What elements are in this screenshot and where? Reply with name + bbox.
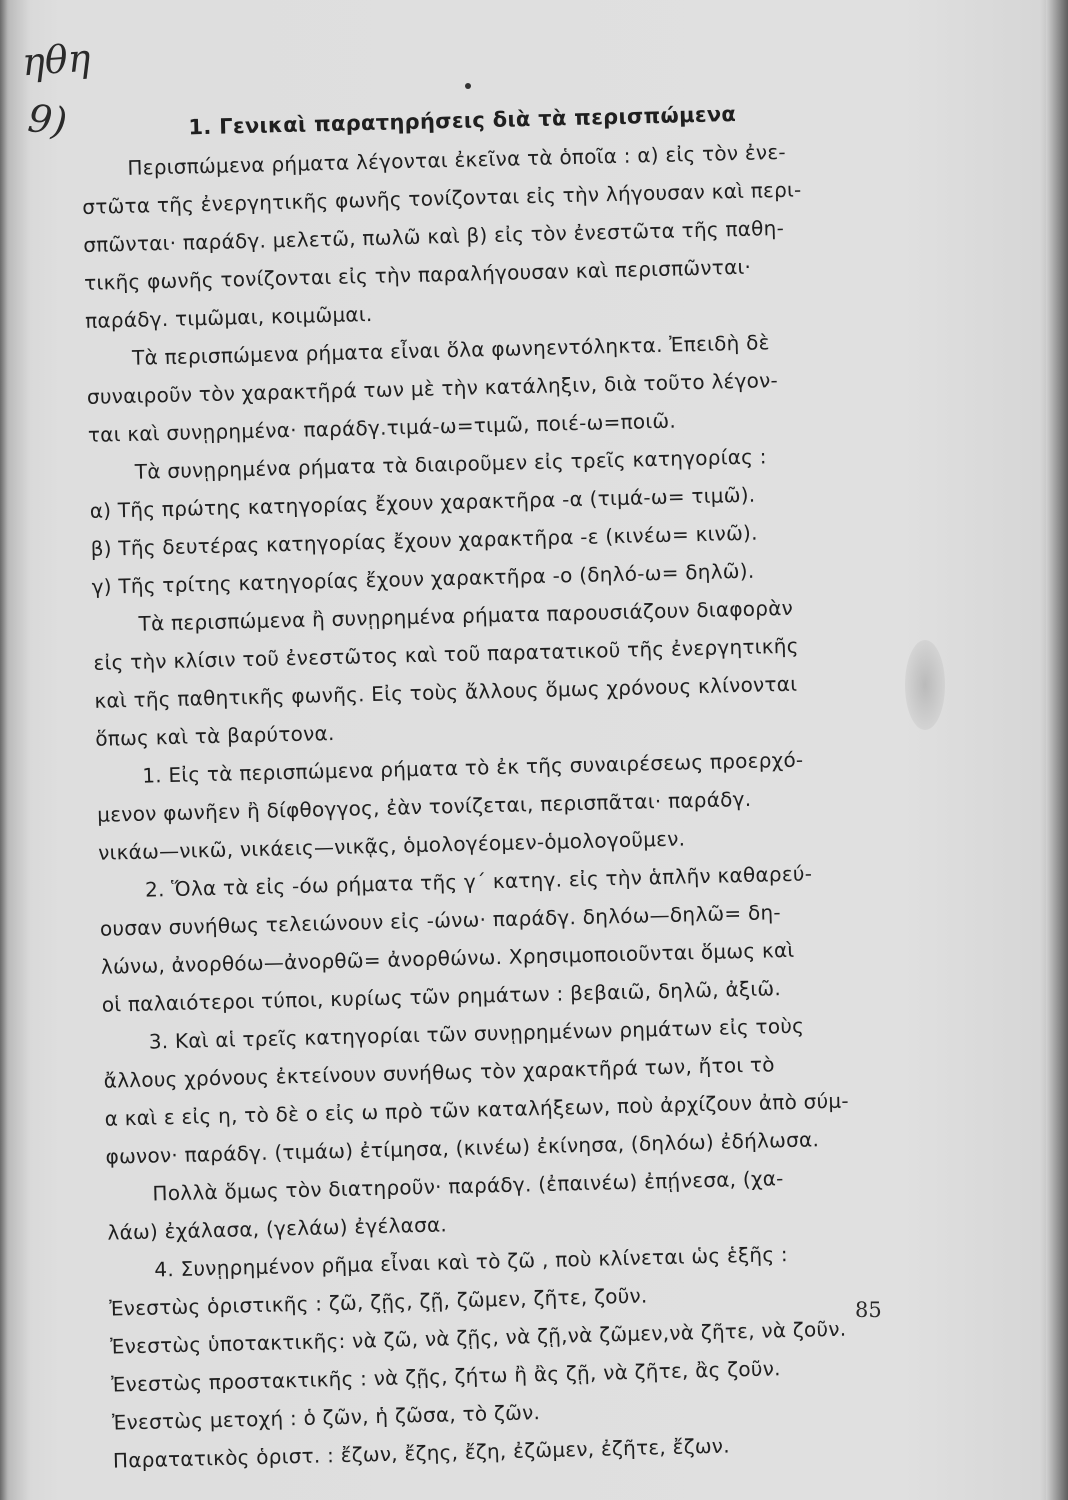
text-line: Ἐνεστὼς ὁριστικῆς : ζῶ, ζῇς, ζῇ, ζῶμεν, ζῆτε, ζοῦν. [109,1283,648,1321]
text-line: ὅπως καὶ τὰ βαρύτονα. [95,720,335,751]
text-line: εἰς τὴν κλίσιν τοῦ ἐνεστῶτος καὶ τοῦ παρατατικοῦ τῆς ἐνεργητικῆς [93,633,799,675]
text-line: 1. Εἰς τὰ περισπώμενα ρήματα τὸ ἐκ τῆς συναιρέσεως προερχό- [141,747,804,788]
text-line: καὶ τῆς παθητικῆς φωνῆς. Εἰς τοὺς ἄλλους ὅμως χρόνους κλίνονται [94,671,798,713]
stain [905,640,945,730]
text-line: 2. Ὅλα τὰ εἰς -όω ρήματα τῆς γ΄ κατηγ. εἰς τὴν ἁπλῆν καθαρεύ- [144,861,813,902]
text-line: λώνω, ἀνορθόω—ἀνορθῶ= ἀνορθώνω. Χρησιμοποιοῦνται ὅμως καὶ [100,937,795,979]
text-line: 4. Συνῃρημένον ρῆμα εἶναι καὶ τὸ ζῶ , ποὺ κλίνεται ὡς ἑξῆς : [154,1242,789,1282]
page-number: 85 [855,1298,882,1322]
text-line: παράδγ. τιμῶμαι, κοιμῶμαι. [84,301,373,333]
text-line: Πολλὰ ὅμως τὸν διατηροῦν· παράδγ. (ἐπαινέω) ἐπῄνεσα, (χα- [152,1166,784,1206]
text-line: α) Τῆς πρώτης κατηγορίας ἔχουν χαρακτῆρα -α (τιμά-ω= τιμῶ). [89,482,756,523]
text-line: στῶτα τῆς ἐνεργητικῆς φωνῆς τονίζονται εἰς τὴν λήγουσαν καὶ περι- [82,177,802,219]
text-line: τικῆς φωνῆς τονίζονται εἰς τὴν παραλήγουσαν καὶ περισπῶνται· [83,254,752,295]
text-line: νικάω—νικῶ, νικάεις—νικᾷς, ὁμολογέομεν-ὁμολογοῦμεν. [97,826,686,865]
text-line: συναιροῦν τὸν χαρακτῆρά των μὲ τὴν κατάληξιν, διὰ τοῦτο λέγον- [86,368,779,409]
text-line: φωνον· παράδγ. (τιμάω) ἐτίμησα, (κινέω) ἐκίνησα, (δηλόω) ἐδήλωσα. [105,1127,820,1169]
text-line: ἄλλους χρόνους ἐκτείνουν συνήθως τὸν χαρακτῆρά των, ἤτοι τὸ [103,1052,775,1093]
text-line: οἱ παλαιότεροι τύποι, κυρίως τῶν ρημάτων : βεβαιῶ, δηλῶ, ἀξιῶ. [101,976,782,1017]
page-edge [1046,0,1068,1500]
text-line: Ἐνεστὼς ὑποτακτικῆς: νὰ ζῶ, νὰ ζῇς, νὰ ζῇ,νὰ ζῶμεν,νὰ ζῆτε, νὰ ζοῦν. [109,1316,847,1359]
text-line: λάω) ἐχάλασα, (γελάω) ἐγέλασα. [107,1212,448,1245]
text-line: 3. Καὶ αἱ τρεῖς κατηγορίαι τῶν συνῃρημένων ρημάτων εἰς τοὺς [148,1013,805,1054]
text-line: Περισπώμενα ρήματα λέγονται ἐκεῖνα τὰ ὁποῖα : α) εἰς τὸν ἐνε- [127,139,787,180]
text-line: Ἐνεστὼς προστακτικῆς : νὰ ζῇς, ζήτω ἢ ἂς ζῇ, νὰ ζῆτε, ἂς ζοῦν. [110,1356,781,1397]
text-line: β) Τῆς δευτέρας κατηγορίας ἔχουν χαρακτῆρα -ε (κινέω= κινῶ). [90,520,758,561]
text-line: Τὰ περισπώμενα ἢ συνῃρημένα ρήματα παρουσιάζουν διαφορὰν [138,595,794,636]
text-line: σπῶνται· παράδγ. μελετῶ, πωλῶ καὶ β) εἰς τὸν ἐνεστῶτα τῆς παθη- [83,215,785,257]
binding-shadow [0,0,8,1500]
text-line: μενον φωνῆεν ἢ δίφθογγος, ἐὰν τονίζεται, περισπᾶται· παράδγ. [96,786,752,827]
text-line: Τὰ περισπώμενα ρήματα εἶναι ὅλα φωνηεντόληκτα. Ἐπειδὴ δὲ [131,330,770,370]
page-body [80,90,913,1479]
text-line: α καὶ ε εἰς η, τὸ δὲ ο εἰς ω πρὸ τῶν καταλήξεων, ποὺ ἀρχίζουν ἀπὸ σύμ- [104,1088,850,1131]
text-line: Παρατατικὸς ὁριστ. : ἔζων, ἔζης, ἔζη, ἐζῶμεν, ἐζῆτε, ἔζων. [112,1433,731,1473]
section-title: 1. Γενικαὶ παρατηρήσεις διὰ τὰ περισπώμενα [188,101,737,140]
text-line: ται καὶ συνῃρημένα· παράδγ.τιμά-ω=τιμῶ, ποιέ-ω=ποιῶ. [87,408,677,447]
handwritten-margin-note: ηθη [20,35,92,85]
text-line: Ἐνεστὼς μετοχή : ὁ ζῶν, ἡ ζῶσα, τὸ ζῶν. [111,1400,541,1435]
text-line: γ) Τῆς τρίτης κατηγορίας ἔχουν χαρακτῆρα -ο (δηλό-ω= δηλῶ). [91,558,755,599]
text-line: Τὰ συνῃρημένα ρήματα τὰ διαιροῦμεν εἰς τρεῖς κατηγορίας : [134,444,767,484]
ink-dot [465,83,471,89]
text-line: ουσαν συνήθως τελειώνουν εἰς -ώνω· παράδγ. δηλόω—δηλῶ= δη- [99,900,782,941]
handwritten-margin-mark: 9) [25,96,70,144]
